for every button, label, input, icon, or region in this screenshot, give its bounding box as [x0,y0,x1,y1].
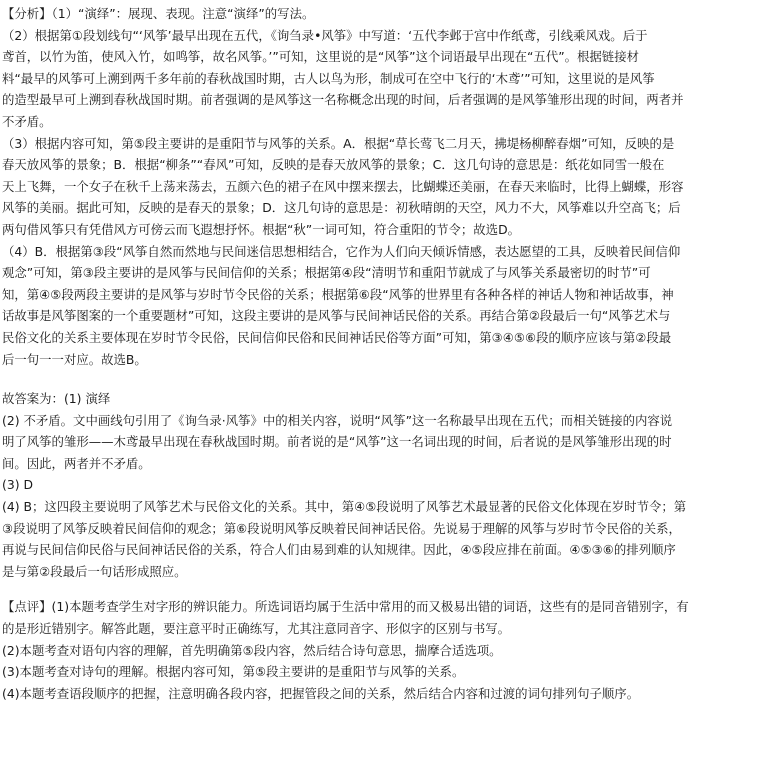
answer-line: 明了风筝的雏形——木鸢最早出现在春秋战国时期。前者说的是“风筝”这一名词出现的时间，后者说的是风筝雏形出现的时 [2,434,672,450]
analysis-line: 天上飞舞，一个女子在秋千上荡来荡去，五颜六色的裙子在风中摆来摆去，比蝴蝶还美丽，在春天来临时，比得上蝴蝶，形容 [2,178,684,194]
analysis-line: 料“最早的风筝可上溯到两千多年前的春秋战国时期，古人以鸟为形，制成可在空中飞行的‘木鸢’”可知，这里说的是风筝 [2,70,655,86]
analysis-section [2,3,778,370]
answer-line: 再说与民间信仰民俗与民间神话民俗的关系，符合人们由易到难的认知规律。因此，④⑤段应排在前面。④⑤③⑥的排列顺序 [2,542,676,558]
analysis-line: 后一句一一对应。故选B。 [2,351,147,367]
review-line: 的是形近错别字。解答此题，要注意平时正确练写，尤其注意同音字、形似字的区别与书写。 [2,621,511,637]
analysis-line: （3）根据内容可知，第⑤段主要讲的是重阳节与风筝的关系。A．根据“草长莺飞二月天，拂堤杨柳醉春烟”可知，反映的是 [2,135,675,151]
analysis-line: 鸢首，以竹为笛，使风入竹，如鸣筝，故名风筝。’”可知，这里说的是“风筝”这个词语最早出现在“五代”。根据链接材 [2,49,639,65]
analysis-line: 风筝的美丽。据此可知，反映的是春天的景象；D．这几句诗的意思是：初秋晴朗的天空，风力不大，风筝难以升空高飞；后 [2,200,681,216]
answer-section [2,388,778,582]
answer-line: 故答案为：(1) 演绎 [2,391,111,407]
review-section [2,596,778,704]
document-page [0,3,780,775]
answer-line: (2) 不矛盾。文中画线句引用了《询刍录·风筝》中的相关内容，说明“风筝”这一名称最早出现在五代；而相关链接的内容说 [2,412,673,428]
answer-line: 是与第②段最后一句话形成照应。 [2,563,187,579]
analysis-line: 观念”可知，第③段主要讲的是风筝与民间信仰的关系；根据第④段“清明节和重阳节就成了与风筝关系最密切的时节”可 [2,265,651,281]
analysis-line: （2）根据第①段划线句“‘风筝’最早出现在五代，《询刍录•风筝》中写道：‘五代李邺于宫中作纸鸢，引线乘风戏。后于 [2,27,648,43]
analysis-line: 两句借风筝只有凭借风方可傍云而飞遐想抒怀。根据“秋”一词可知，符合重阳的节令；故选D。 [2,221,521,237]
analysis-line: 知，第④⑤段两段主要讲的是风筝与岁时节令民俗的关系；根据第⑥段“风筝的世界里有各种各样的神话人物和神话故事，神 [2,286,674,302]
analysis-line: 春天放风筝的景象；B．根据“柳条”“春风”可知，反映的是春天放风筝的景象；C．这几句诗的意思是：纸花如同雪一般在 [2,157,665,173]
review-line: (2)本题考查对语句内容的理解，首先明确第⑤段内容，然后结合诗句意思，揣摩合适选项。 [2,642,502,658]
answer-line: ③段说明了风筝反映着民间信仰的观念；第⑥段说明风筝反映着民间神话民俗。先说易于理解的风筝与岁时节令民俗的关系， [2,520,681,536]
answer-line: 间。因此，两者并不矛盾。 [2,455,151,471]
analysis-line: 话故事是风筝图案的一个重要题材”可知，这段主要讲的是风筝与民间神话民俗的关系。再结合第②段最后一句“风筝艺术与 [2,308,671,324]
answer-line: (4) B；这四段主要说明了风筝艺术与民俗文化的关系。其中，第④⑤段说明了风筝艺术最显著的民俗文化体现在岁时节令；第 [2,499,687,515]
answer-line: (3) D [2,477,34,493]
analysis-line: 【分析】（1）“演绎”：展现、表现。注意“演绎”的写法。 [2,6,315,21]
analysis-line: 民俗文化的关系主要体现在岁时节令民俗，民间信仰民俗和民间神话民俗等方面”可知，第③④⑤⑥段的顺序应该与第②段最 [2,329,672,345]
analysis-line: 的造型最早可上溯到春秋战国时期。前者强调的是风筝这一名称概念出现的时间，后者强调的是风筝雏形出现的时间，两者并 [2,92,684,108]
review-line: (3)本题考查对诗句的理解。根据内容可知，第⑤段主要讲的是重阳节与风筝的关系。 [2,664,465,680]
analysis-line: （4）B．根据第③段“风筝自然而然地与民间迷信思想相结合，它作为人们向天倾诉情感，表达愿望的工具，反映着民间信仰 [2,243,681,259]
review-line: 【点评】(1)本题考查学生对字形的辨识能力。所选词语均属于生活中常用的而又极易出错的词语，这些有的是同音错别字，有 [2,599,689,615]
analysis-line: 不矛盾。 [2,113,52,129]
review-line: (4)本题考查语段顺序的把握，注意明确各段内容，把握管段之间的关系，然后结合内容和过渡的词句排列句子顺序。 [2,685,640,701]
